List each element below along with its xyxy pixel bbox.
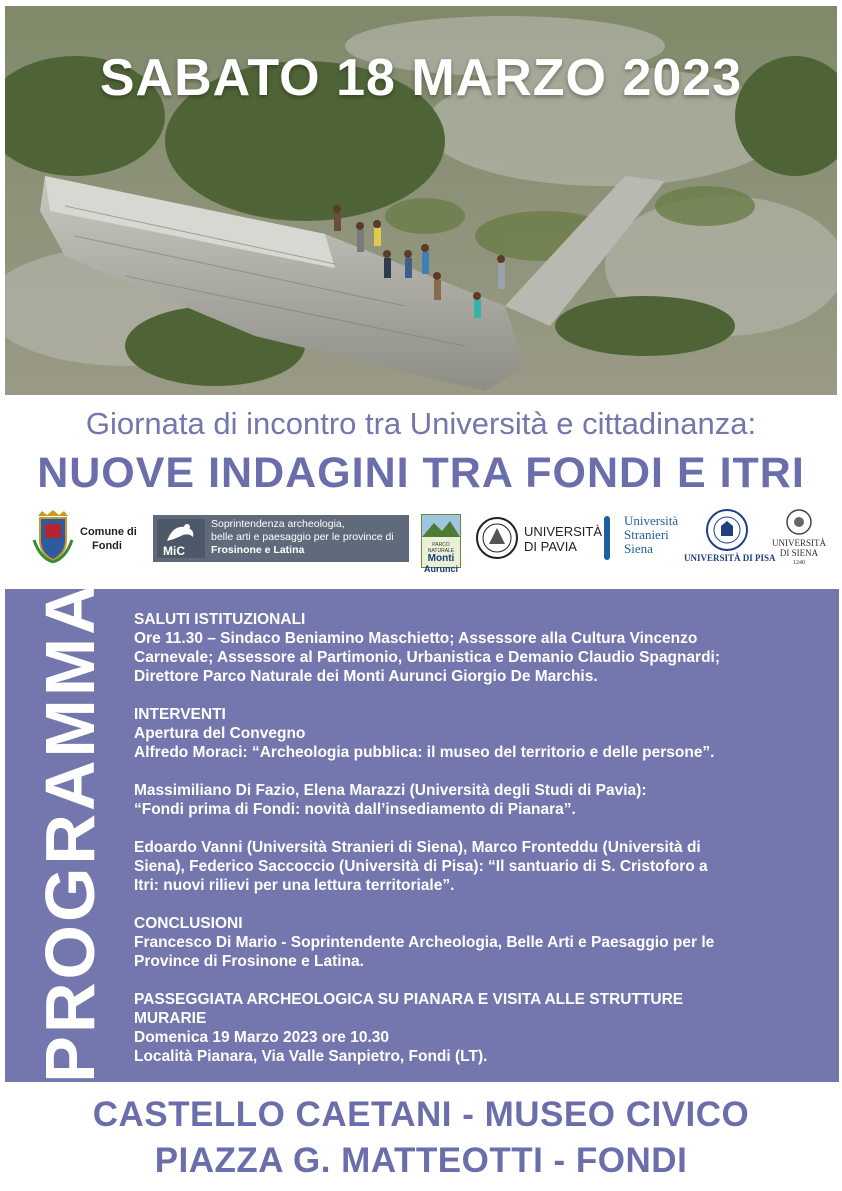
parco-aurunci-logo: PARCO NATURALE Monti Aurunci <box>421 514 461 568</box>
siena-label: UNIVERSITÀ DI SIENA 1240 <box>772 538 826 566</box>
pisa-logo <box>705 508 749 557</box>
section-line: Carnevale; Assessore al Partimonio, Urbanistica e Demanio Claudio Spagnardi; <box>134 649 721 666</box>
event-subtitle: Giornata di incontro tra Università e cittadinanza: <box>85 406 757 441</box>
section-line: Ore 11.30 – Sindaco Beniamino Maschietto; Assessore alla Cultura Vincenzo <box>134 630 698 647</box>
venue-line1: CASTELLO CAETANI - MUSEO CIVICO <box>92 1095 750 1134</box>
hero-photo <box>5 6 837 395</box>
section-line: Direttore Parco Naturale dei Monti Aurunci Giorgio De Marchis. <box>134 668 598 685</box>
program-section-pavia <box>134 781 824 819</box>
mic-label: MiC <box>163 544 185 558</box>
program-section-saluti <box>134 610 824 686</box>
program-content <box>134 610 824 1085</box>
siena-logo <box>785 508 813 541</box>
section-line: Massimiliano Di Fazio, Elena Marazzi (Università degli Studi di Pavia): <box>134 782 647 799</box>
comune-fondi-logo <box>32 510 74 569</box>
stranieri-mark <box>604 516 610 560</box>
event-date: SABATO 18 MARZO 2023 <box>99 49 743 107</box>
pisa-seal-icon <box>705 508 749 552</box>
mountain-icon <box>422 515 460 537</box>
section-title: INTERVENTI <box>134 706 226 723</box>
section-title: PASSEGGIATA ARCHEOLOGICA SU PIANARA E VISITA ALLE STRUTTURE <box>134 991 684 1008</box>
pavia-label: UNIVERSITÀ DI PAVIA <box>524 524 603 554</box>
stranieri-label: Università Stranieri Siena <box>624 513 679 556</box>
section-line: Domenica 19 Marzo 2023 ore 10.30 <box>134 1029 390 1046</box>
venue-line2: PIAZZA G. MATTEOTTI - FONDI <box>154 1141 688 1180</box>
section-title: SALUTI ISTITUZIONALI <box>134 611 306 628</box>
section-line: Località Pianara, Via Valle Sanpietro, Fondi (LT). <box>134 1048 488 1065</box>
section-line: “Fondi prima di Fondi: novità dall’insediamento di Pianara”. <box>134 801 576 818</box>
section-title: CONCLUSIONI <box>134 915 243 932</box>
pavia-logo <box>475 516 519 565</box>
siena-seal-icon <box>785 508 813 536</box>
mic-emblem-icon <box>157 519 205 547</box>
soprintendenza-logo <box>153 515 409 562</box>
section-line: Siena), Federico Saccoccio (Università di Pisa): “Il santuario di S. Cristoforo a <box>134 858 708 875</box>
sopr-line1: Soprintendenza archeologia, <box>211 518 345 530</box>
program-section-passeggiata <box>134 990 824 1066</box>
section-line: Edoardo Vanni (Università Stranieri di Siena), Marco Fronteddu (Università di <box>134 839 701 856</box>
section-line: Province di Frosinone e Latina. <box>134 953 364 970</box>
event-title: NUOVE INDAGINI TRA FONDI E ITRI <box>37 449 805 497</box>
coat-of-arms-icon <box>32 510 74 564</box>
section-line: Apertura del Convegno <box>134 725 306 742</box>
program-section-siena-pisa <box>134 838 824 895</box>
section-line: Alfredo Moraci: “Archeologia pubblica: il museo del territorio e delle persone”. <box>134 744 715 761</box>
section-title-cont: MURARIE <box>134 1010 207 1027</box>
program-section-interventi <box>134 705 824 762</box>
program-section-conclusioni <box>134 914 824 971</box>
partner-logos <box>0 506 842 574</box>
pisa-label: UNIVERSITÀ DI PISA <box>684 553 776 563</box>
sopr-line3: Frosinone e Latina <box>211 544 305 556</box>
sopr-line2: belle arti e paesaggio per le province di <box>211 531 394 543</box>
section-line: Francesco Di Mario - Soprintendente Archeologia, Belle Arti e Paesaggio per le <box>134 934 715 951</box>
pavia-seal-icon <box>475 516 519 560</box>
program-vertical-title: PROGRAMMA <box>31 581 109 1083</box>
comune-fondi-label: Comune di Fondi <box>80 526 137 552</box>
venue <box>0 1092 842 1184</box>
section-line: Itri: nuovi rilievi per una lettura territoriale”. <box>134 877 455 894</box>
